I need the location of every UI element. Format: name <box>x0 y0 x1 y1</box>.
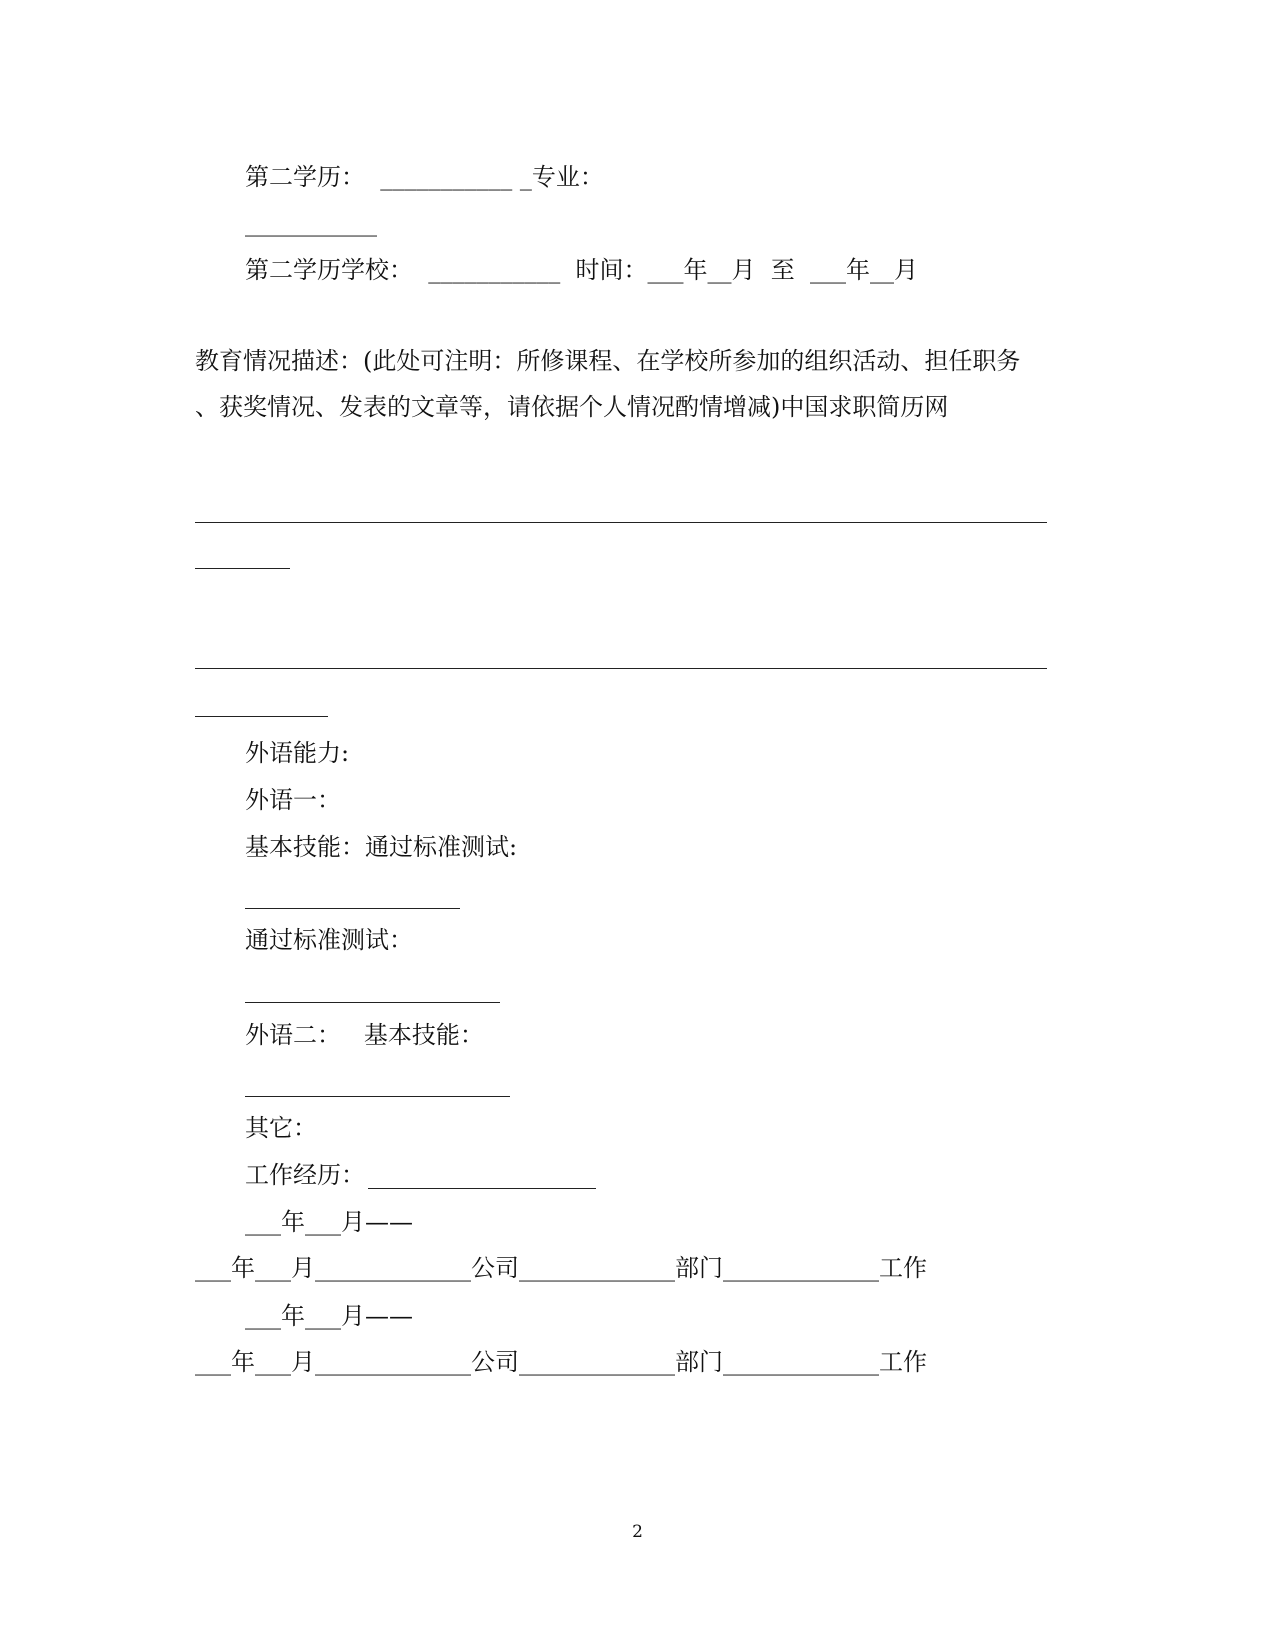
page-number: 2 <box>632 1522 643 1542</box>
foreign-language-heading: 外语能力: <box>245 739 350 767</box>
basic-skill-test-label: 基本技能：通过标准测试: <box>245 833 518 861</box>
second-degree-continuation: ___________ <box>245 209 377 237</box>
work-entry-1: ___年___月_____________公司_____________部门_____________工作 <box>195 1254 927 1282</box>
language-one-label: 外语一： <box>245 786 341 814</box>
blank-rule-2-cont <box>195 716 328 717</box>
work-period-1: ___年___月—— <box>245 1208 413 1236</box>
edu-description-line-2: 、获奖情况、发表的文章等，请依据个人情况酌情增减)中国求职简历网 <box>195 393 949 421</box>
second-degree-line: 第二学历： ___________ _专业： <box>245 163 604 191</box>
blank-rule-5 <box>245 1096 510 1097</box>
blank-rule-1 <box>195 522 1047 523</box>
work-entry-2: ___年___月_____________公司_____________部门_____________工作 <box>195 1348 927 1376</box>
work-period-2: ___年___月—— <box>245 1302 413 1330</box>
edu-description-line-1: 教育情况描述：(此处可注明：所修课程、在学校所参加的组织活动、担任职务 <box>195 347 1021 375</box>
blank-rule-3 <box>245 908 460 909</box>
pass-test-label: 通过标准测试： <box>245 926 413 954</box>
blank-rule-4 <box>245 1002 500 1003</box>
second-school-line: 第二学历学校： ___________ 时间：___年__月 至 ___年__月 <box>245 256 919 284</box>
work-experience-blank <box>368 1188 596 1189</box>
blank-rule-1-cont <box>195 568 290 569</box>
blank-rule-2 <box>195 668 1047 669</box>
language-two-label: 外语二： 基本技能： <box>245 1021 484 1049</box>
other-label: 其它： <box>245 1114 317 1142</box>
work-experience-label: 工作经历： <box>245 1161 365 1189</box>
